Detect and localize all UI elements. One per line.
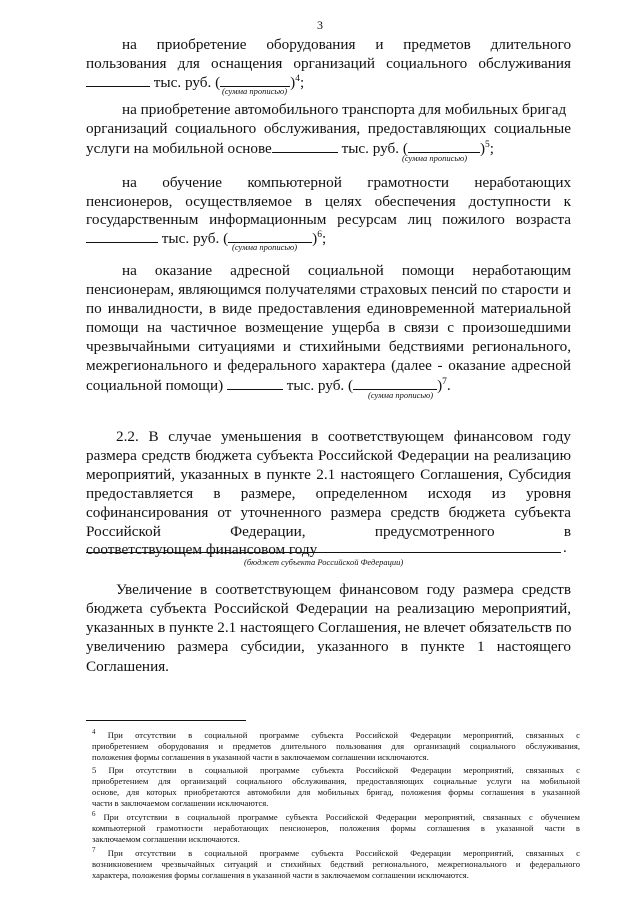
p5-line-5: софинансирования от уточненного размера средств бюджета субъекта: [86, 504, 571, 521]
currency-label: тыс. руб. (: [161, 230, 229, 247]
footnote-7-line-2: возникновением чрезвычайных ситуаций и стихийных бедствий регионального, межрегионального и федерального: [92, 859, 580, 869]
p5-line-4: [86, 485, 571, 502]
word: субсидии,: [240, 638, 305, 655]
caption: (сумма прописью): [402, 153, 468, 163]
p5-line-7: соответствующем финансовом году: [86, 541, 318, 558]
p4-line-7: [86, 376, 571, 394]
word: предусмотренного: [374, 523, 495, 540]
paren-close: ): [437, 377, 443, 394]
word: в: [400, 638, 408, 655]
caption: (сумма прописью): [232, 242, 298, 252]
amount-blank: [272, 139, 338, 153]
text: При отсутствии в социальной программе субъекта Российской Федерации мероприятий, связанных с: [107, 848, 580, 858]
p4-line-1: [122, 262, 571, 279]
punct: .: [446, 377, 451, 394]
punct: .: [563, 540, 567, 556]
word: грамотности: [367, 174, 450, 191]
word: компьютерной: [247, 174, 342, 191]
footnote-number: 5: [92, 765, 97, 775]
p2-line-2: организаций социального обслуживания, предоставляющих социальные: [86, 120, 571, 137]
footnote-4-line-3: положения формы соглашения в указанной части в заключаемом соглашении исключаются.: [92, 752, 429, 762]
p3-line-2: пенсионеров, осуществляемое в целях обеспечения доступности к: [86, 193, 571, 210]
p5-line-3: мероприятий, указанных в пункте 2.1 настоящего Соглашения, Субсидия: [86, 466, 571, 483]
footnote-4-line-1: [92, 730, 580, 741]
amount-words-blank: [353, 376, 437, 390]
word: неработающих: [474, 174, 572, 191]
paren-close: ): [312, 230, 318, 247]
currency-label: тыс. руб. (: [286, 377, 354, 394]
currency-label: тыс. руб. (: [341, 140, 408, 157]
word: в: [563, 523, 571, 540]
footnote-7-line-1: [92, 848, 580, 859]
text: социальной помощи): [86, 377, 224, 394]
word: помощи: [401, 262, 455, 279]
p5-line-1: 2.2. В случае уменьшения в соответствующем финансовом году: [116, 428, 571, 445]
p4-line-6: межрегионального и федерального характера (далее - оказание адресной: [86, 357, 571, 374]
amount-words-blank: [408, 139, 480, 153]
word: адресной: [230, 262, 290, 279]
footnote-number: 4: [92, 728, 96, 737]
punct: ;: [321, 230, 327, 247]
footnote-number: 6: [92, 810, 96, 819]
p1-line-2: пользования для оснащения организаций социального обслуживания: [86, 55, 571, 72]
footnote-6-line-1: [92, 812, 580, 823]
text: услуги на мобильной основе: [86, 140, 272, 157]
p1-line-1: [122, 36, 571, 53]
word: пункте: [420, 638, 465, 655]
text: При отсутствии в социальной программе субъекта Российской Федерации мероприятий, связанных с обучением: [103, 812, 580, 822]
p6-line-3: указанных в пункте 2.1 настоящего Соглашения, не влечет обязательств по: [86, 619, 572, 636]
footnote-7-line-3: характера, положения формы соглашения в указанной части в заключаемом соглашении исключаются.: [92, 870, 469, 880]
word: на: [122, 174, 137, 191]
p3-line-1: [122, 174, 571, 191]
p4-line-5: чрезвычайными ситуациями и стихийными бедствиями регионального,: [86, 338, 571, 355]
footnote-ref: 7: [442, 376, 447, 387]
word: указанного: [317, 638, 389, 655]
word: неработающим: [472, 262, 572, 279]
footnote-ref: 5: [485, 139, 490, 150]
word: размера: [177, 638, 229, 655]
p1-line-3: [86, 73, 571, 91]
word: предоставляется: [86, 485, 194, 502]
footnote-5-line-3: основе, для которых приобретаются автомобили для мобильных бригад, положения формы соглашения в указанной: [92, 787, 580, 797]
word: настоящего: [496, 638, 572, 655]
page-number: 3: [317, 18, 323, 32]
word: определенном: [315, 485, 408, 502]
word: 1: [476, 638, 485, 655]
p6-line-1: Увеличение в соответствующем финансовом году размера средств: [116, 581, 571, 598]
amount-blank: [227, 376, 283, 390]
footnote-ref: 4: [295, 73, 300, 84]
footnote-separator: [86, 720, 246, 721]
word: увеличению: [86, 638, 166, 655]
p5-line-6: [86, 523, 571, 540]
paren-close: ): [290, 74, 296, 91]
word: оказание: [154, 262, 213, 279]
p6-line-2: бюджета субъекта Российской Федерации на реализацию мероприятий,: [86, 600, 571, 617]
caption: (сумма прописью): [368, 390, 434, 400]
word: приобретение: [156, 36, 247, 53]
currency-label: тыс. руб. (: [153, 74, 221, 91]
p4-line-4: помощи на частичное возмещение ущерба в связи с произошедшими: [86, 319, 571, 336]
footnote-5-line-2: приобретением для организаций социального обслуживания, предоставляющих социальные услуги на мобильной: [92, 776, 580, 786]
amount-words-blank: [220, 73, 290, 87]
footnote-6-line-3: заключаемом соглашении исключаются.: [92, 834, 240, 844]
word: из: [491, 485, 506, 502]
p2-line-1: на приобретение автомобильного транспорта для мобильных бригад: [122, 101, 567, 118]
word: социальной: [307, 262, 384, 279]
p6-line-5: Соглашения.: [86, 658, 169, 675]
p5-line-2: размера средств бюджета субъекта Российской Федерации на реализацию: [86, 447, 571, 464]
word: Российской: [86, 523, 161, 540]
footnote-4-line-2: приобретением оборудования и предметов длительного пользования для организаций социального обслуживания,: [92, 741, 580, 751]
word: Федерации,: [230, 523, 306, 540]
text: При отсутствии в социальной программе субъекта Российской Федерации мероприятий, связанных с: [107, 730, 580, 740]
word: длительного: [490, 36, 572, 53]
word: предметов: [403, 36, 471, 53]
word: исходя: [427, 485, 472, 502]
word: на: [122, 262, 137, 279]
caption: (бюджет субъекта Российской Федерации): [244, 557, 404, 567]
p6-line-4: [86, 638, 571, 655]
p4-line-2: пенсионерам, являющимся получателями страховых пенсий по старости и: [86, 281, 571, 298]
footnote-number: 7: [92, 846, 96, 855]
budget-blank-line: [86, 552, 561, 553]
footnote-5-line-4: части в заключаемом соглашении исключаются.: [92, 798, 269, 808]
p2-line-3: [86, 139, 571, 157]
word: в: [213, 485, 221, 502]
word: уровня: [526, 485, 572, 502]
p3-line-4: [86, 229, 571, 247]
text: При отсутствии в социальной программе субъекта Российской Федерации мероприятий, связанных с: [108, 765, 580, 775]
footnote-5-line-1: [92, 765, 580, 776]
footnote-6-line-2: компьютерной грамотности неработающих пенсионеров, положения формы соглашения в указанной части в: [92, 823, 580, 833]
word: размере,: [240, 485, 296, 502]
punct: ;: [489, 140, 494, 157]
amount-blank: [86, 229, 158, 243]
caption: (сумма прописью): [222, 86, 288, 96]
word: и: [375, 36, 384, 53]
word: на: [122, 36, 137, 53]
paren-close: ): [479, 140, 485, 157]
p3-line-3: государственным информационным ресурсам лиц пожилого возраста: [86, 211, 571, 228]
footnote-ref: 6: [317, 229, 322, 240]
punct: ;: [299, 74, 305, 91]
word: оборудования: [266, 36, 356, 53]
word: обучение: [162, 174, 222, 191]
p4-line-3: по инвалидности, в виде предоставления единовременной материальной: [86, 300, 571, 317]
amount-blank: [86, 73, 150, 87]
amount-words-blank: [228, 229, 312, 243]
